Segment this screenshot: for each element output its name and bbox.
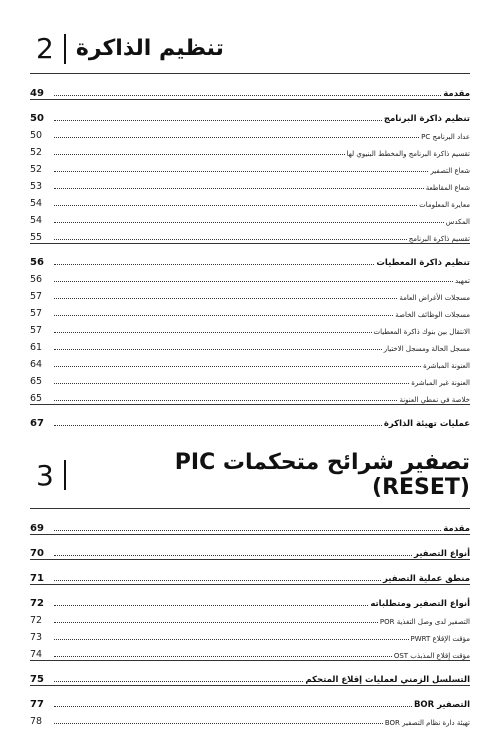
dot-leader bbox=[54, 170, 428, 172]
toc-entry-title: مؤقت إقلاع المذبذب OST bbox=[393, 652, 470, 660]
toc-entry-page: 72 bbox=[30, 598, 44, 609]
toc-list bbox=[30, 508, 470, 727]
dot-leader bbox=[54, 638, 409, 640]
toc-entry-title: أنواع التصفير bbox=[414, 549, 470, 559]
toc-entry-title: مقدمة bbox=[443, 89, 470, 99]
toc-entry-title: التصفير لدى وصل التغذية POR bbox=[379, 618, 470, 626]
dot-leader bbox=[54, 554, 412, 556]
toc-entry-title: تنظيم ذاكرة المعطيات bbox=[376, 258, 470, 268]
toc-entry[interactable] bbox=[30, 268, 470, 285]
toc-entry-page: 56 bbox=[30, 274, 43, 285]
toc-entry-title: عمليات تهيئة الذاكرة bbox=[383, 419, 470, 429]
section-rule bbox=[30, 559, 470, 560]
toc-entry[interactable] bbox=[30, 509, 470, 534]
toc-entry[interactable] bbox=[30, 609, 470, 626]
toc-entry-page: 74 bbox=[30, 649, 43, 660]
toc-entry-title: تقسيم ذاكرة البرنامج bbox=[408, 235, 470, 243]
toc-entry-page: 75 bbox=[30, 674, 44, 685]
toc-entry[interactable] bbox=[30, 285, 470, 302]
toc-entry-page: 65 bbox=[30, 393, 43, 404]
dot-leader bbox=[54, 621, 378, 623]
toc-entry[interactable] bbox=[30, 226, 470, 243]
toc-entry-title: تمهيد bbox=[454, 277, 470, 285]
toc-entry-title: مسجلات الأغراض العامة bbox=[399, 294, 470, 302]
dot-leader bbox=[54, 680, 303, 682]
dot-leader bbox=[54, 94, 441, 96]
toc-entry-page: 77 bbox=[30, 699, 44, 710]
toc-entry-page: 67 bbox=[30, 418, 44, 429]
section-rule bbox=[30, 243, 470, 244]
toc-entry-title: المكدس bbox=[445, 218, 470, 226]
toc-entry-title: تنظيم ذاكرة البرنامج bbox=[383, 114, 470, 124]
toc-entry-page: 57 bbox=[30, 325, 43, 336]
toc-entry[interactable] bbox=[30, 370, 470, 387]
toc-entry-page: 57 bbox=[30, 291, 43, 302]
toc-entry-page: 50 bbox=[30, 113, 44, 124]
dot-leader bbox=[54, 382, 409, 384]
toc-entry[interactable] bbox=[30, 99, 470, 124]
toc-entry-page: 57 bbox=[30, 308, 43, 319]
dot-leader bbox=[54, 705, 412, 707]
toc-entry-title: أنواع التصفير ومتطلباته bbox=[370, 599, 470, 609]
toc-entry[interactable] bbox=[30, 626, 470, 643]
toc-entry-page: 54 bbox=[30, 198, 43, 209]
toc-entry-page: 71 bbox=[30, 573, 44, 584]
dot-leader bbox=[54, 655, 392, 657]
toc-entry-title: العنونة المباشرة bbox=[423, 362, 470, 370]
toc-entry[interactable] bbox=[30, 660, 470, 685]
toc-entry-page: 54 bbox=[30, 215, 43, 226]
toc-entry[interactable] bbox=[30, 643, 470, 660]
dot-leader bbox=[54, 331, 372, 333]
toc-entry[interactable] bbox=[30, 559, 470, 584]
toc-entry-page: 55 bbox=[30, 232, 43, 243]
toc-entry-title: الانتقال بين بنوك ذاكرة المعطيات bbox=[373, 328, 470, 336]
toc-entry[interactable] bbox=[30, 319, 470, 336]
section-rule bbox=[30, 404, 470, 405]
dot-leader bbox=[54, 204, 417, 206]
toc-entry-page: 65 bbox=[30, 376, 43, 387]
toc-entry-title: مسجلات الوظائف الخاصة bbox=[395, 311, 470, 319]
toc-entry-title: مقدمة bbox=[443, 524, 470, 534]
toc-entry[interactable] bbox=[30, 74, 470, 99]
toc-entry[interactable] bbox=[30, 534, 470, 559]
dot-leader bbox=[54, 153, 345, 155]
chapter-separator bbox=[64, 34, 66, 64]
toc-list bbox=[30, 73, 470, 429]
dot-leader bbox=[54, 136, 419, 138]
dot-leader bbox=[54, 119, 382, 121]
toc-entry-title: مؤقت الإقلاع PWRT bbox=[410, 635, 470, 643]
toc-entry-title: شعاع التصفير bbox=[430, 167, 470, 175]
toc-entry[interactable] bbox=[30, 158, 470, 175]
toc-entry-page: 49 bbox=[30, 88, 44, 99]
toc-entry[interactable] bbox=[30, 584, 470, 609]
toc-entry[interactable] bbox=[30, 209, 470, 226]
dot-leader bbox=[54, 579, 381, 581]
chapter-title: تصفير شرائح متحكمات PIC (RESET) bbox=[174, 450, 470, 500]
toc-entry[interactable] bbox=[30, 404, 470, 429]
toc-entry-page: 52 bbox=[30, 164, 43, 175]
toc-entry[interactable] bbox=[30, 387, 470, 404]
toc-entry[interactable] bbox=[30, 710, 470, 727]
dot-leader bbox=[54, 238, 407, 240]
dot-leader bbox=[54, 399, 397, 401]
toc-entry-title: التصفير BOR bbox=[413, 700, 470, 710]
chapter-3-section bbox=[30, 450, 470, 727]
toc-entry-title: عداد البرنامج PC bbox=[421, 133, 470, 141]
toc-entry-page: 72 bbox=[30, 615, 43, 626]
dot-leader bbox=[54, 348, 382, 350]
toc-entry-page: 73 bbox=[30, 632, 43, 643]
dot-leader bbox=[54, 221, 444, 223]
chapter-2-section bbox=[30, 32, 470, 429]
section-rule bbox=[30, 584, 470, 585]
toc-entry-page: 78 bbox=[30, 716, 43, 727]
section-rule bbox=[30, 685, 470, 686]
section-rule bbox=[30, 660, 470, 661]
toc-entry[interactable] bbox=[30, 192, 470, 209]
toc-entry[interactable] bbox=[30, 141, 470, 158]
chapter-separator bbox=[64, 460, 66, 490]
dot-leader bbox=[54, 722, 383, 724]
toc-entry-page: 50 bbox=[30, 130, 43, 141]
section-rule bbox=[30, 99, 470, 100]
dot-leader bbox=[54, 297, 397, 299]
dot-leader bbox=[54, 529, 441, 531]
toc-entry[interactable] bbox=[30, 124, 470, 141]
dot-leader bbox=[54, 187, 424, 189]
section-rule bbox=[30, 534, 470, 535]
toc-entry[interactable] bbox=[30, 243, 470, 268]
toc-entry[interactable] bbox=[30, 336, 470, 353]
toc-entry-title: العنونة غير المباشرة bbox=[411, 379, 470, 387]
dot-leader bbox=[54, 604, 368, 606]
chapter-3-heading bbox=[30, 450, 470, 500]
toc-entry-title: منطق عملية التصفير bbox=[382, 574, 470, 584]
toc-entry-title: خلاصة في نمطي العنونة bbox=[399, 396, 470, 404]
toc-entry-page: 69 bbox=[30, 523, 44, 534]
toc-entry[interactable] bbox=[30, 302, 470, 319]
dot-leader bbox=[54, 263, 374, 265]
chapter-number: 3 bbox=[36, 458, 54, 492]
toc-entry-page: 61 bbox=[30, 342, 43, 353]
toc-entry-title: تقسيم ذاكرة البرنامج والمخطط البنيوي لها bbox=[346, 150, 470, 158]
toc-entry-page: 52 bbox=[30, 147, 43, 158]
chapter-number: 2 bbox=[36, 32, 54, 65]
chapter-title: تنظيم الذاكرة bbox=[75, 36, 224, 61]
chapter-2-heading bbox=[30, 32, 470, 65]
toc-entry-title: تهيئة دارة نظام التصفير BOR bbox=[384, 719, 470, 727]
toc-entry-page: 70 bbox=[30, 548, 44, 559]
toc-entry-title: مسجل الحالة ومسجل الاختيار bbox=[383, 345, 470, 353]
toc-entry-page: 64 bbox=[30, 359, 43, 370]
dot-leader bbox=[54, 365, 421, 367]
dot-leader bbox=[54, 424, 382, 426]
toc-entry[interactable] bbox=[30, 353, 470, 370]
toc-entry-page: 56 bbox=[30, 257, 44, 268]
toc-entry-title: شعاع المقاطعة bbox=[425, 184, 470, 192]
toc-entry-title: معايرة المعلومات bbox=[419, 201, 470, 209]
dot-leader bbox=[54, 314, 393, 316]
toc-entry[interactable] bbox=[30, 685, 470, 710]
toc-entry-title: التسلسل الزمني لعمليات إقلاع المتحكم bbox=[305, 675, 470, 685]
dot-leader bbox=[54, 280, 453, 282]
toc-entry-page: 53 bbox=[30, 181, 43, 192]
toc-entry[interactable] bbox=[30, 175, 470, 192]
